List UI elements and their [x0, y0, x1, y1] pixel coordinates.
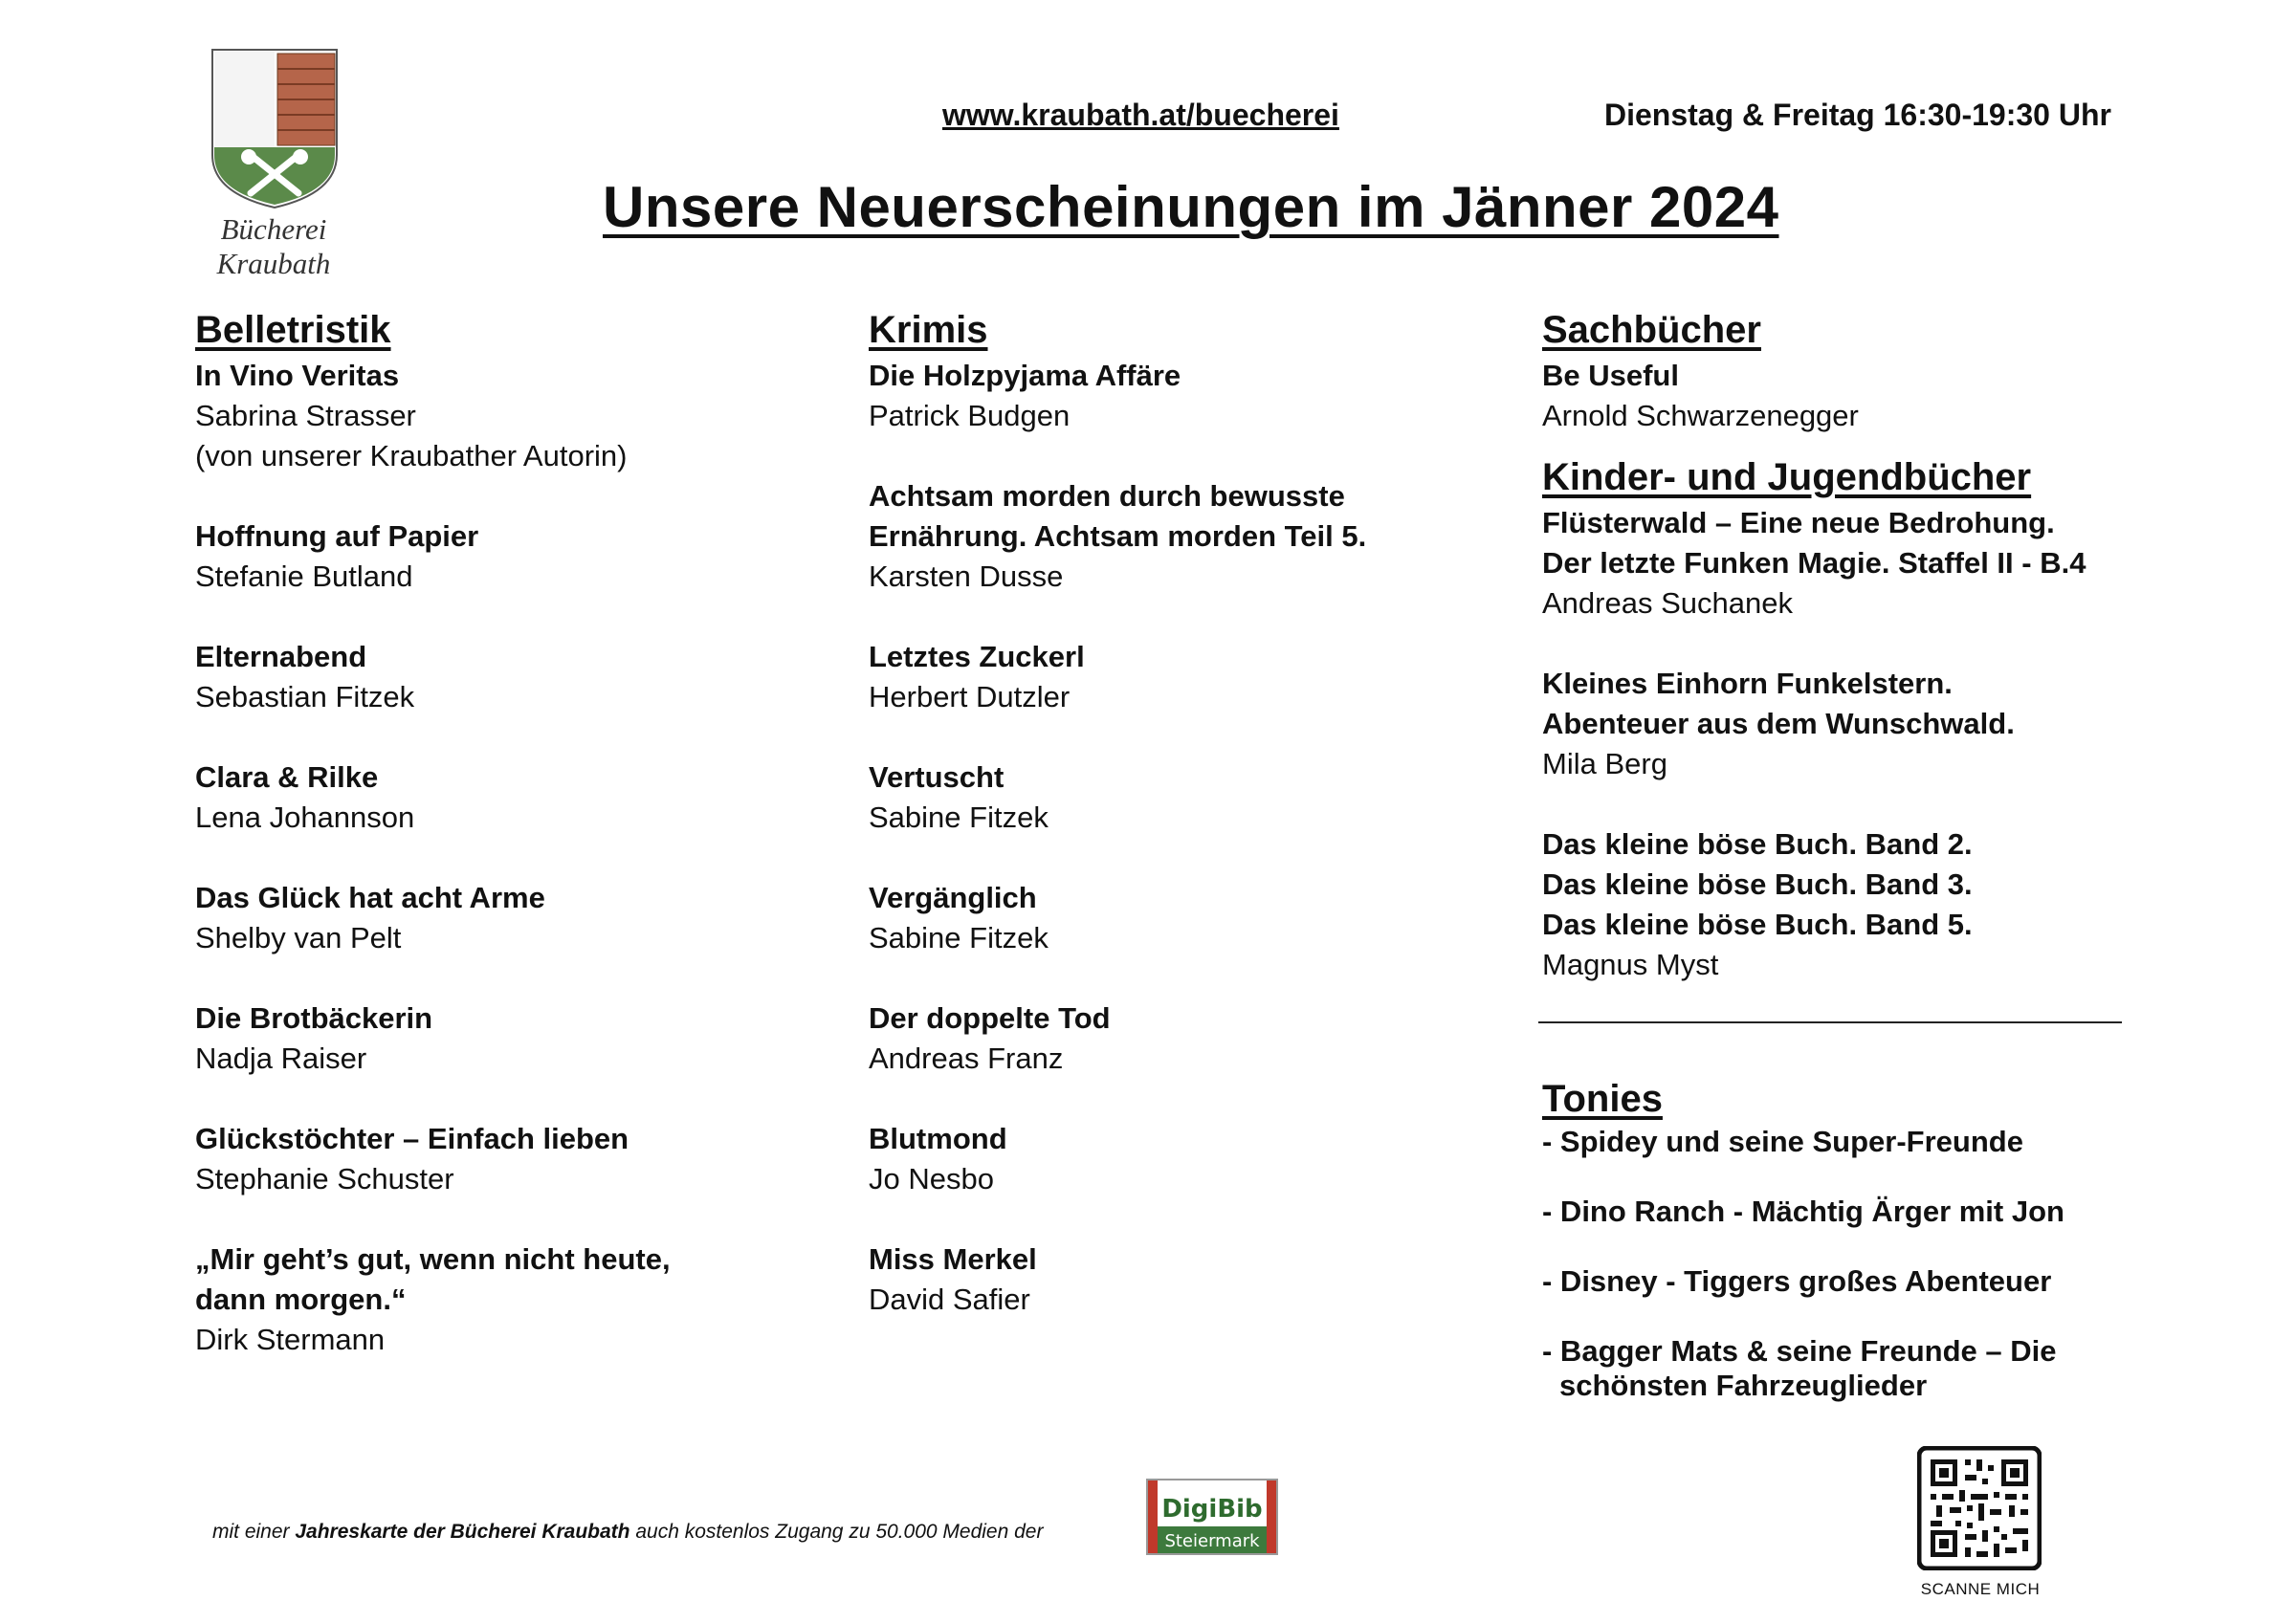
book-title-line-2: Abenteuer aus dem Wunschwald. [1542, 707, 2015, 740]
krimis-heading: Krimis [869, 309, 988, 351]
scan-me-label: SCANNE MICH [1920, 1580, 2041, 1598]
website-link[interactable]: www.kraubath.at/buecherei [942, 98, 1339, 132]
book-entry [195, 1239, 827, 1360]
book-title-line-1: Kleines Einhorn Funkelstern. [1542, 667, 1953, 700]
book-title: Clara & Rilke [195, 760, 379, 794]
book-title-line-2: dann morgen.“ [195, 1283, 407, 1316]
book-entry [869, 757, 1500, 838]
book-title: Vertuscht [869, 760, 1004, 794]
book-entry [869, 998, 1500, 1079]
footer-bold: Jahreskarte der Bücherei Kraubath [295, 1521, 630, 1543]
page-title: Unsere Neuerscheinungen im Jänner 2024 [603, 175, 1779, 239]
book-author: Lena Johannson [195, 801, 415, 834]
belletristik-heading: Belletristik [195, 309, 391, 351]
book-title: In Vino Veritas [195, 359, 400, 392]
book-entry [869, 637, 1500, 717]
book-entry [195, 1119, 827, 1199]
library-name-logo-text [188, 212, 360, 281]
kinder-heading: Kinder- und Jugendbücher [1542, 456, 2032, 498]
digibib-bottom-text: Steiermark [1164, 1531, 1260, 1551]
book-entry [869, 878, 1500, 958]
book-entry [195, 998, 827, 1079]
book-author: Nadja Raiser [195, 1042, 367, 1075]
book-title: Die Brotbäckerin [195, 1001, 433, 1035]
book-entry [869, 476, 1500, 597]
book-title: Blutmond [869, 1122, 1007, 1155]
digibib-logo[interactable] [1146, 1479, 1278, 1555]
footer-post: auch kostenlos Zugang zu 50.000 Medien der [629, 1521, 1044, 1543]
sachbuecher-heading: Sachbücher [1542, 309, 1761, 351]
book-author: Sabine Fitzek [869, 801, 1049, 834]
book-author: David Safier [869, 1283, 1030, 1316]
book-title-line-1: Achtsam morden durch bewusste [869, 479, 1345, 513]
qr-code-icon[interactable] [1917, 1446, 2042, 1570]
book-author: Herbert Dutzler [869, 680, 1071, 713]
book-entry [1542, 824, 2135, 985]
book-entry [869, 1239, 1500, 1320]
book-author: Stefanie Butland [195, 559, 413, 593]
book-author: Arnold Schwarzenegger [1542, 399, 1859, 432]
tonie-item: - Spidey und seine Super-Freunde [1542, 1125, 2023, 1158]
tonie-item-line-2: schönsten Fahrzeuglieder [1559, 1369, 1928, 1402]
book-note: (von unserer Kraubather Autorin) [195, 439, 628, 472]
book-title-line-1: Das kleine böse Buch. Band 2. [1542, 827, 1973, 861]
tonies-heading: Tonies [1542, 1078, 1663, 1120]
footer-pre: mit einer [212, 1521, 296, 1543]
section-divider [1542, 1021, 2135, 1023]
book-title: Glückstöchter – Einfach lieben [195, 1122, 629, 1155]
tonie-item: - Disney - Tiggers großes Abenteuer [1542, 1264, 2052, 1298]
book-title-line-2: Ernährung. Achtsam morden Teil 5. [869, 519, 1367, 553]
book-entry [1542, 503, 2135, 624]
book-entry [195, 516, 827, 597]
book-entry [1542, 664, 2135, 784]
book-title: Das Glück hat acht Arme [195, 881, 545, 914]
book-author: Patrick Budgen [869, 399, 1071, 432]
footer-note [212, 1521, 1043, 1544]
book-author: Sabrina Strasser [195, 399, 416, 432]
book-title-line-1: „Mir geht’s gut, wenn nicht heute, [195, 1242, 671, 1276]
book-title: Vergänglich [869, 881, 1037, 914]
book-title-line-3: Das kleine böse Buch. Band 5. [1542, 908, 1973, 941]
logo-line-2: Kraubath [216, 247, 331, 280]
book-entry [869, 356, 1500, 436]
book-author: Shelby van Pelt [195, 921, 402, 954]
opening-hours: Dienstag & Freitag 16:30-19:30 Uhr [1604, 98, 2111, 132]
book-title: Hoffnung auf Papier [195, 519, 479, 553]
book-author: Magnus Myst [1542, 948, 1719, 981]
book-author: Andreas Suchanek [1542, 586, 1793, 620]
book-title: Der doppelte Tod [869, 1001, 1111, 1035]
book-entry [195, 637, 827, 717]
book-title: Elternabend [195, 640, 367, 673]
book-entry [195, 757, 827, 838]
book-author: Dirk Stermann [195, 1323, 386, 1356]
belletristik-column [195, 304, 827, 1400]
tonie-item-line-1: - Bagger Mats & seine Freunde – Die [1542, 1334, 2057, 1368]
book-author: Andreas Franz [869, 1042, 1064, 1075]
book-title: Be Useful [1542, 359, 1679, 392]
book-entry [869, 1119, 1500, 1199]
tonie-item [1542, 1334, 2135, 1403]
book-author: Jo Nesbo [869, 1162, 994, 1195]
book-entry [195, 356, 827, 476]
tonie-item: - Dino Ranch - Mächtig Ärger mit Jon [1542, 1195, 2064, 1228]
book-title: Miss Merkel [869, 1242, 1037, 1276]
book-entry [1542, 356, 2135, 436]
book-entry [195, 878, 827, 958]
book-title-line-2: Der letzte Funken Magie. Staffel II - B.4 [1542, 546, 2086, 580]
book-title: Die Holzpyjama Affäre [869, 359, 1181, 392]
krimis-column [869, 304, 1500, 1360]
book-author: Mila Berg [1542, 747, 1667, 780]
book-author: Stephanie Schuster [195, 1162, 454, 1195]
book-author: Karsten Dusse [869, 559, 1064, 593]
book-author: Sabine Fitzek [869, 921, 1049, 954]
digibib-top-text: DigiBib [1161, 1495, 1263, 1524]
book-author: Sebastian Fitzek [195, 680, 415, 713]
book-title: Letztes Zuckerl [869, 640, 1085, 673]
logo-line-1: Bücherei [220, 212, 327, 246]
book-title-line-1: Flüsterwald – Eine neue Bedrohung. [1542, 506, 2055, 539]
sachbuecher-kinder-tonies-column [1542, 304, 2135, 1438]
book-title-line-2: Das kleine böse Buch. Band 3. [1542, 867, 1973, 901]
